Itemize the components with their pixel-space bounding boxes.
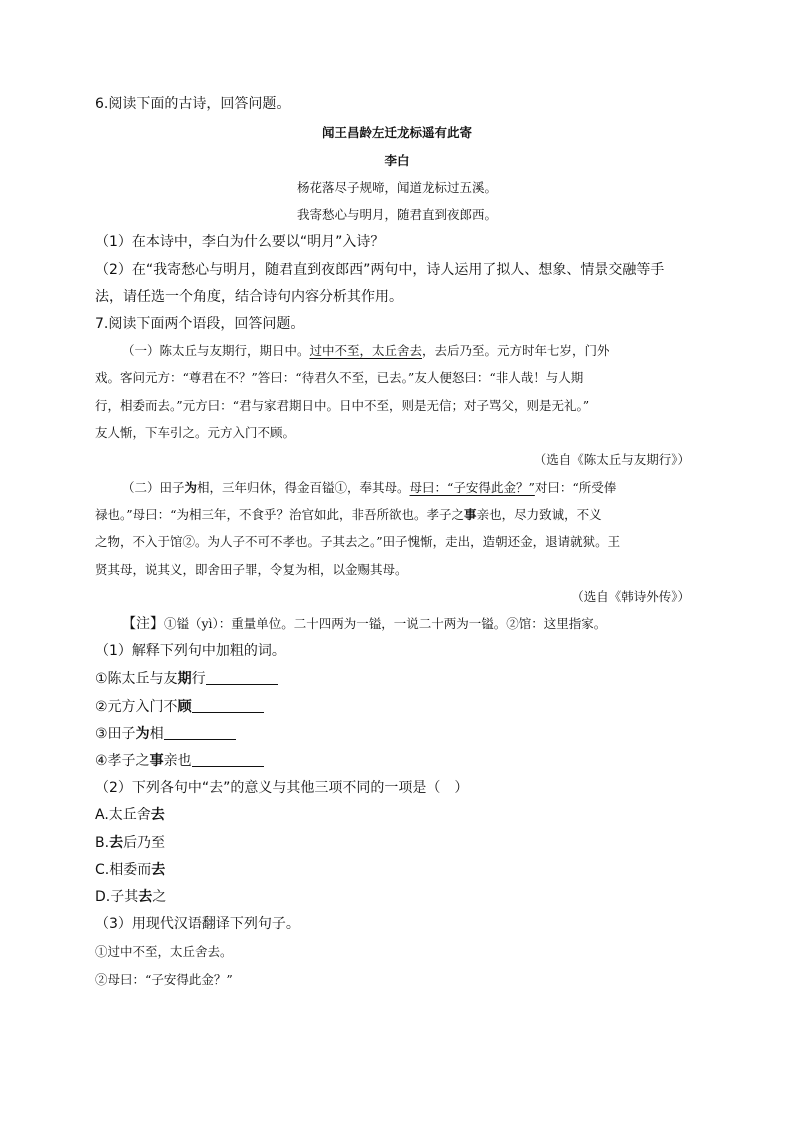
passage1-line2: 戏。客问元方：“尊君在不？”答曰：“待君久不至，已去。”友人便怒曰：“非人哉！与人期 <box>95 370 584 385</box>
passage1-line3: 行，相委而去。”元方曰：“君与家君期日中。日中不至，则是无信；对子骂父，则是无礼。” <box>95 398 590 413</box>
word-item-text: ①陈太丘与友 <box>95 671 178 687</box>
poem-title: 闻王昌龄左迁龙标遥有此寄 <box>321 125 472 140</box>
option-bold: 去 <box>150 807 165 823</box>
option-text: 之 <box>152 889 167 905</box>
word-item-1 <box>95 669 278 689</box>
passage1-text: （一）陈太丘与友期行，期日中。 <box>122 343 310 358</box>
underlined-sentence-2: 母曰：“子安得此金？” <box>409 480 535 495</box>
word-item-text: ④孝子之 <box>95 753 150 769</box>
passage2-text: 对曰：“所受俸 <box>534 480 617 495</box>
option-d[interactable] <box>95 887 166 907</box>
passage2-text: 亲也，尽力致诚，不义 <box>476 507 602 522</box>
option-c[interactable] <box>95 860 165 880</box>
passage2-text: 相，三年归休，得金百镒①，奉其母。 <box>197 480 410 495</box>
word-item-text: 相 <box>149 726 164 742</box>
passage1-source: （选自《陈太丘与友期行》） <box>533 452 690 467</box>
translate-num-text: ②母曰：“子安得此金？” <box>95 972 233 987</box>
q6-sub2-line1: （2）在“我寄愁心与明月，随君直到夜郎西”两句中，诗人运用了拟人、想象、情景交融等手 <box>95 262 665 278</box>
passage2-line4: 贤其母，说其义，即舍田子罪，令复为相，以金赐其母。 <box>95 562 408 577</box>
passage1-text: ，去后乃至。元方时年七岁，门外 <box>422 343 610 358</box>
option-bold: 去 <box>109 835 124 851</box>
option-text: C.相委而 <box>95 862 152 878</box>
passage2-text: 禄也。”母曰：“为相三年，不食乎？治官如此，非吾所欲也。孝子之 <box>95 507 465 522</box>
option-a[interactable] <box>95 805 165 825</box>
option-text: D.子其 <box>95 889 139 905</box>
word-item-4 <box>95 751 264 771</box>
note-label: 【注】 <box>122 616 164 632</box>
option-b[interactable] <box>95 833 165 853</box>
translate-num-text: ①过中不至，太丘舍去。 <box>95 944 233 959</box>
poem-author: 李白 <box>384 153 410 168</box>
answer-blank[interactable] <box>206 670 278 685</box>
word-item-bold: 顾 <box>177 699 192 715</box>
underlined-sentence-1: 过中不至，太丘舍去 <box>309 343 423 358</box>
option-text: 后乃至 <box>123 835 166 851</box>
q7-heading: 7.阅读下面两个语段，回答问题。 <box>95 316 305 332</box>
note-text: ①镒（yì）：重量单位。二十四两为一镒，一说二十两为一镒。②馆：这里指家。 <box>164 616 607 631</box>
option-text: A.太丘舍 <box>95 807 151 823</box>
passage1-line4: 友人惭，下车引之。元方入门不顾。 <box>95 425 296 440</box>
word-item-bold: 为 <box>135 726 150 742</box>
passage2-source: （选自《韩诗外传》） <box>571 589 690 604</box>
q6-sub1: （1）在本诗中，李白为什么要以“明月”入诗？ <box>95 234 385 250</box>
word-item-bold: 期 <box>177 671 192 687</box>
answer-blank[interactable] <box>192 698 264 713</box>
word-item-text: ②元方入门不 <box>95 699 178 715</box>
note <box>122 614 606 634</box>
word-item-bold: 事 <box>149 753 164 769</box>
bold-word-wei: 为 <box>184 480 198 495</box>
passage2-text: （二）田子 <box>122 480 185 495</box>
answer-blank[interactable] <box>192 752 264 767</box>
translate-item-1 <box>95 942 233 962</box>
passage2-line2 <box>95 505 602 525</box>
poem-line-1: 杨花落尽子规啼，闻道龙标过五溪。 <box>296 180 497 195</box>
word-item-text: ③田子 <box>95 726 136 742</box>
word-item-text: 行 <box>191 671 206 687</box>
word-item-3 <box>95 724 236 744</box>
q6-sub2-line2: 法，请任选一个角度，结合诗句内容分析其作用。 <box>95 289 403 305</box>
translate-item-2 <box>95 970 233 990</box>
option-text: B. <box>95 835 110 851</box>
q6-heading: 6.阅读下面的古诗，回答问题。 <box>95 96 291 112</box>
word-item-text: 亲也 <box>163 753 192 769</box>
passage2-line1 <box>122 478 616 498</box>
option-bold: 去 <box>138 889 153 905</box>
passage2-line3: 之物，不入于馆②。为人子不可不孝也。子其去之。”田子愧惭，走出，造朝还金，退请就狱。王 <box>95 534 621 549</box>
q7-sub1: （1）解释下列句中加粗的词。 <box>95 643 286 659</box>
q7-sub2: （2）下列各句中“去”的意义与其他三项不同的一项是（ ） <box>95 780 469 796</box>
passage1-line1 <box>122 341 610 361</box>
q7-sub3: （3）用现代汉语翻译下列句子。 <box>95 916 300 932</box>
poem-line-2: 我寄愁心与明月，随君直到夜郎西。 <box>296 207 497 222</box>
word-item-2 <box>95 697 264 717</box>
bold-word-shi: 事 <box>464 507 477 522</box>
option-bold: 去 <box>151 862 166 878</box>
answer-blank[interactable] <box>164 725 236 740</box>
